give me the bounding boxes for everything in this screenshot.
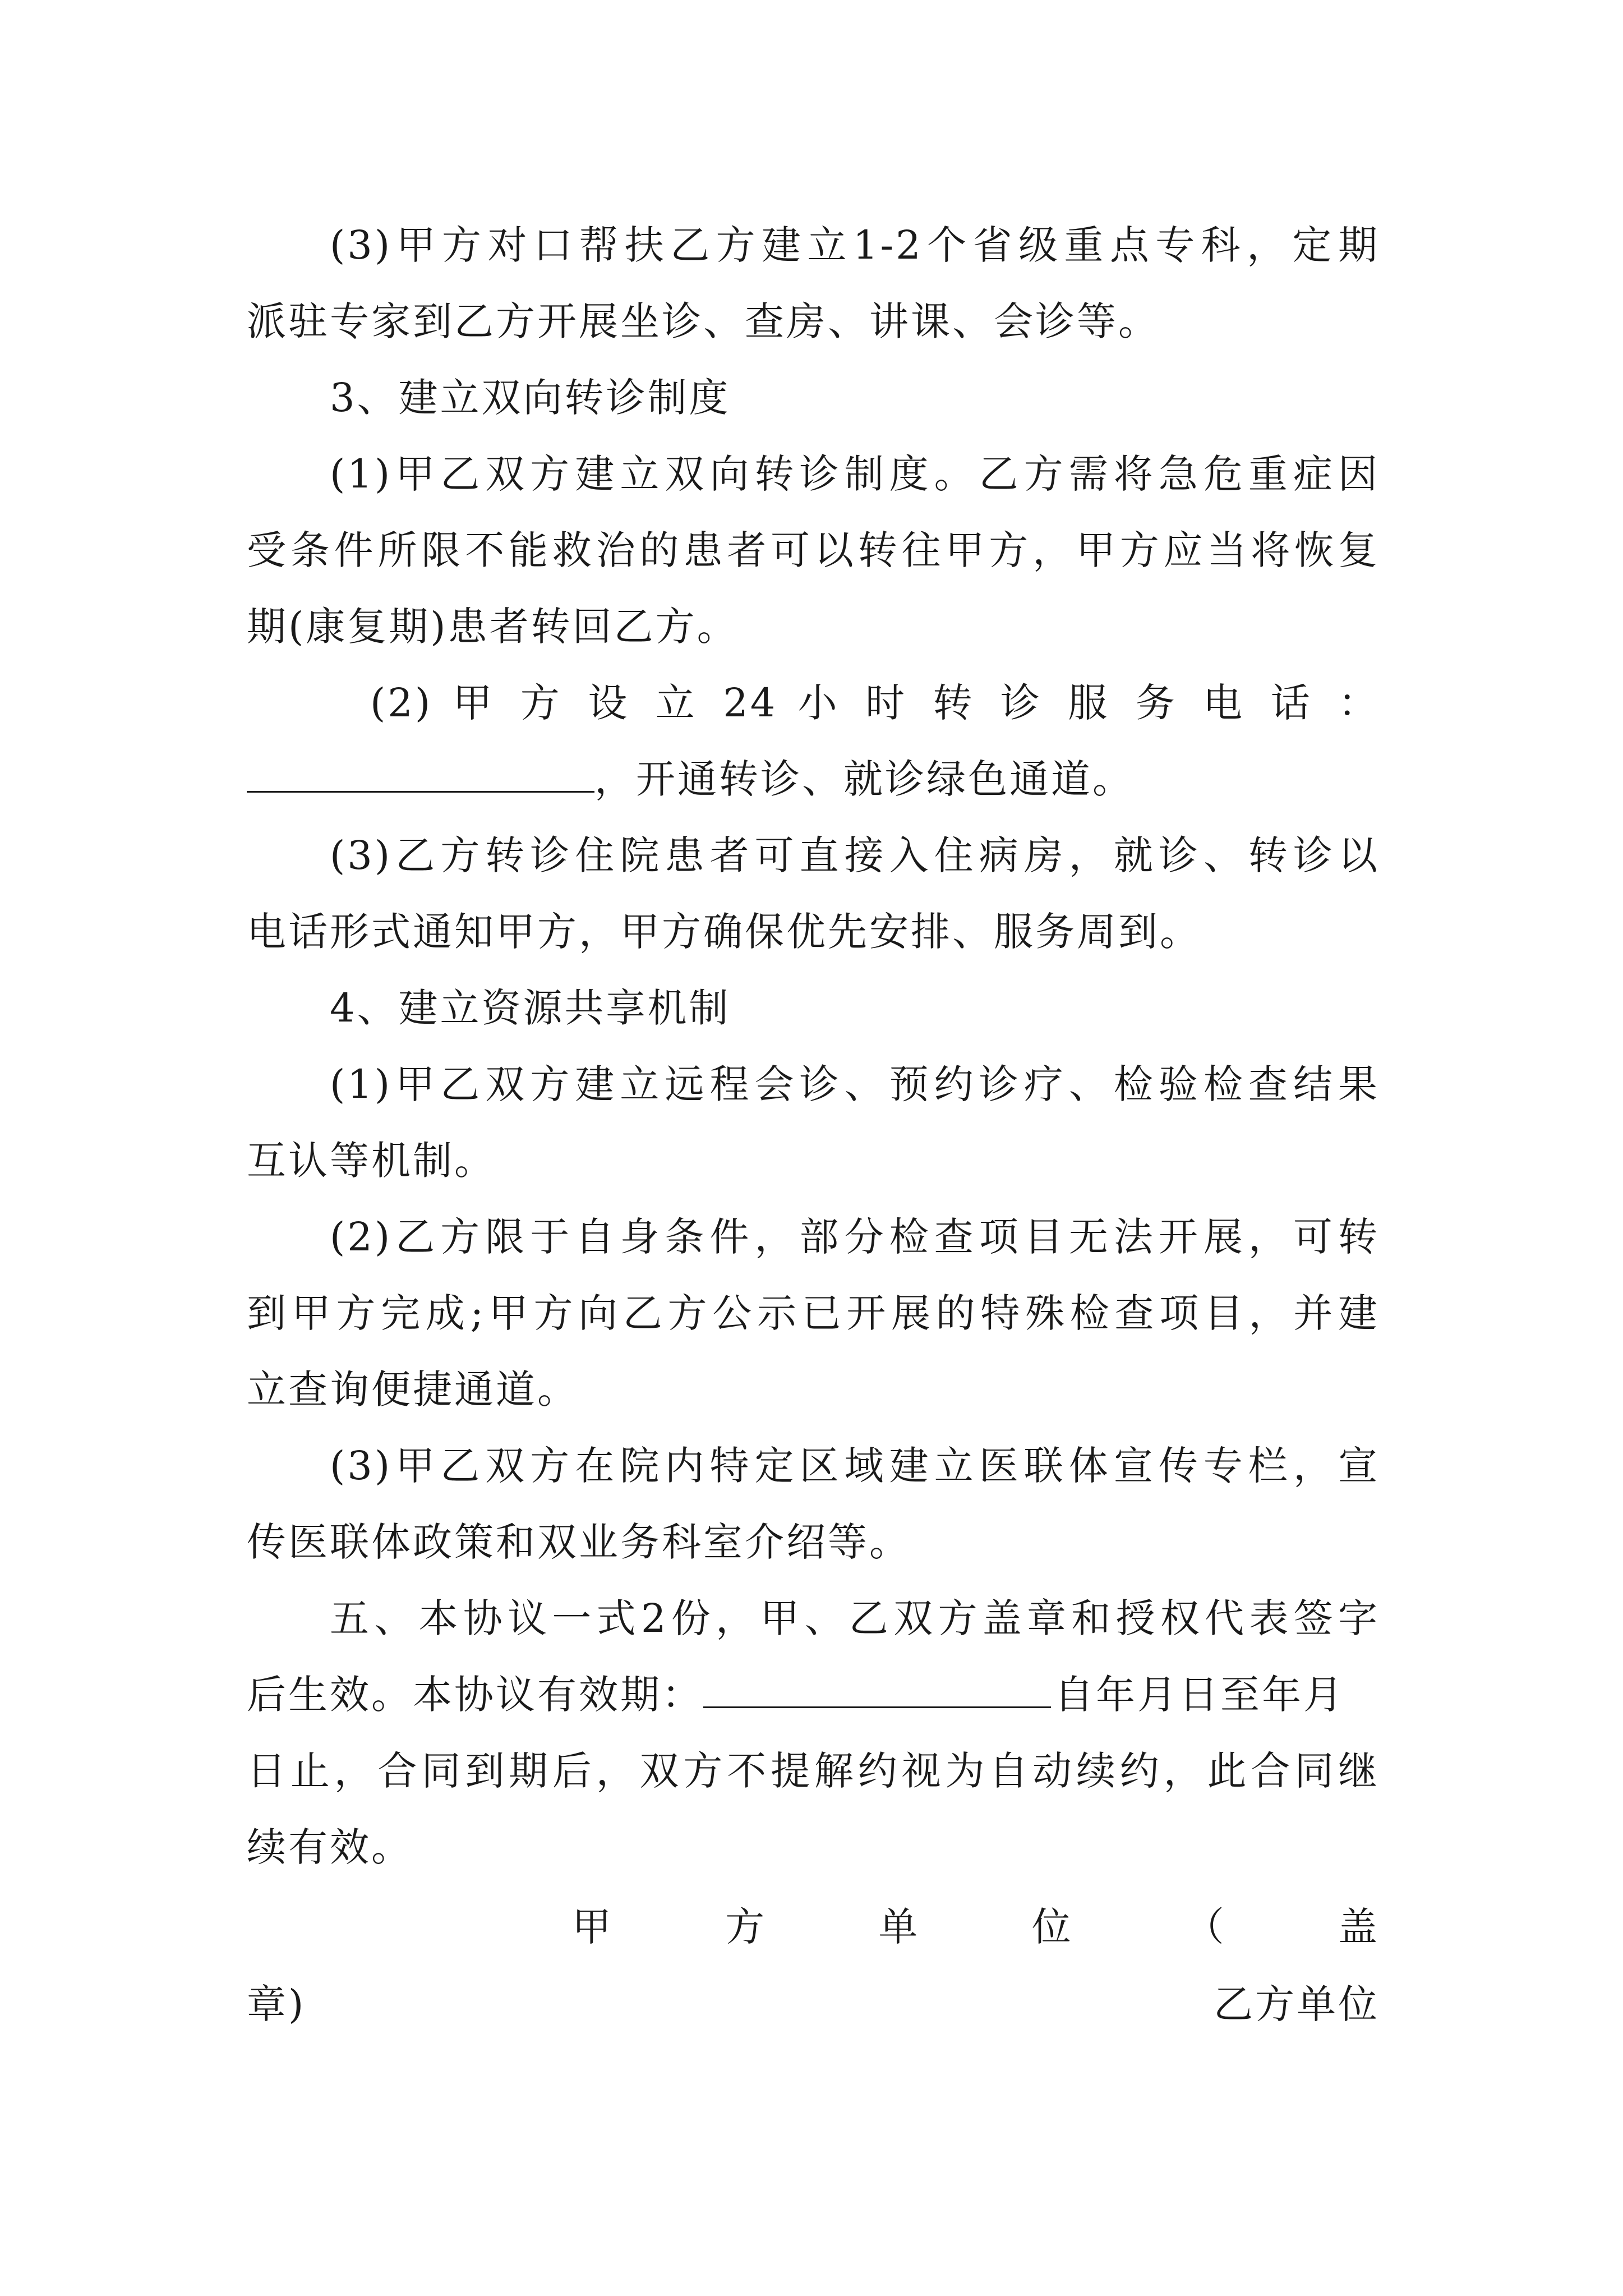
signature-party-a-line bbox=[247, 1888, 1380, 1966]
paragraph-line: 期(康复期)患者转回乙方。 bbox=[247, 604, 739, 650]
paragraph-line: (3)乙方转诊住院患者可直接入住病房，就诊、转诊以 bbox=[330, 832, 1380, 878]
signature-text: 章) bbox=[247, 1981, 306, 2027]
document-page bbox=[247, 0, 1380, 2296]
phone-blank-field[interactable] bbox=[247, 756, 594, 793]
paragraph-line: 受条件所限不能救治的患者可以转往甲方，甲方应当将恢复 bbox=[247, 527, 1380, 573]
paragraph-line: (2) 甲 方 设 立 24 小 时 转 诊 服 务 电 话 ： bbox=[370, 680, 1380, 726]
paragraph-line: (3)甲方对口帮扶乙方建立1-2个省级重点专科，定期 bbox=[330, 222, 1380, 268]
paragraph-line: 传医联体政策和双业务科室介绍等。 bbox=[247, 1519, 911, 1565]
section-heading: 3、建立双向转诊制度 bbox=[330, 375, 731, 421]
paragraph-line: 立查询便捷通道。 bbox=[247, 1366, 579, 1412]
paragraph-line: (2)乙方限于自身条件，部分检查项目无法开展，可转 bbox=[330, 1214, 1380, 1260]
paragraph-line: 续有效。 bbox=[247, 1824, 413, 1870]
validity-blank-field[interactable] bbox=[703, 1672, 1051, 1708]
paragraph-line: 五、本协议一式2份，甲、乙双方盖章和授权代表签字 bbox=[330, 1595, 1380, 1641]
signature-char: 单 bbox=[878, 1904, 920, 1950]
paragraph-line bbox=[247, 740, 1380, 818]
paragraph-line: 互认等机制。 bbox=[247, 1138, 496, 1184]
signature-char: 甲 bbox=[572, 1904, 614, 1950]
paragraph-line: 派驻专家到乙方开展坐诊、查房、讲课、会诊等。 bbox=[247, 298, 1160, 344]
signature-char: 位 bbox=[1031, 1904, 1073, 1950]
paragraph-line: (1)甲乙双方建立远程会诊、预约诊疗、检验检查结果 bbox=[330, 1061, 1380, 1107]
paragraph-line: 日止，合同到期后，双方不提解约视为自动续约，此合同继 bbox=[247, 1748, 1380, 1794]
signature-char: （ bbox=[1184, 1904, 1227, 1950]
paragraph-line: 电话形式通知甲方，甲方确保优先安排、服务周到。 bbox=[247, 909, 1201, 955]
paragraph-text: ，开通转诊、就诊绿色通道。 bbox=[594, 756, 1134, 802]
signature-char: 方 bbox=[725, 1904, 767, 1950]
section-heading: 4、建立资源共享机制 bbox=[330, 985, 731, 1031]
paragraph-line: (1)甲乙双方建立双向转诊制度。乙方需将急危重症因 bbox=[330, 451, 1380, 497]
paragraph-line: (3)甲乙双方在院内特定区域建立医联体宣传专栏，宣 bbox=[330, 1443, 1380, 1489]
signature-text: 乙方单位 bbox=[1214, 1981, 1380, 2027]
signature-char: 盖 bbox=[1338, 1904, 1380, 1950]
signature-party-b-line bbox=[247, 1965, 1380, 2044]
paragraph-line: 到甲方完成;甲方向乙方公示已开展的特殊检查项目，并建 bbox=[247, 1290, 1380, 1336]
paragraph-text: 后生效。本协议有效期： bbox=[247, 1672, 703, 1718]
paragraph-line bbox=[247, 1655, 1380, 1734]
paragraph-text: 自年月日至年月 bbox=[1054, 1672, 1345, 1718]
